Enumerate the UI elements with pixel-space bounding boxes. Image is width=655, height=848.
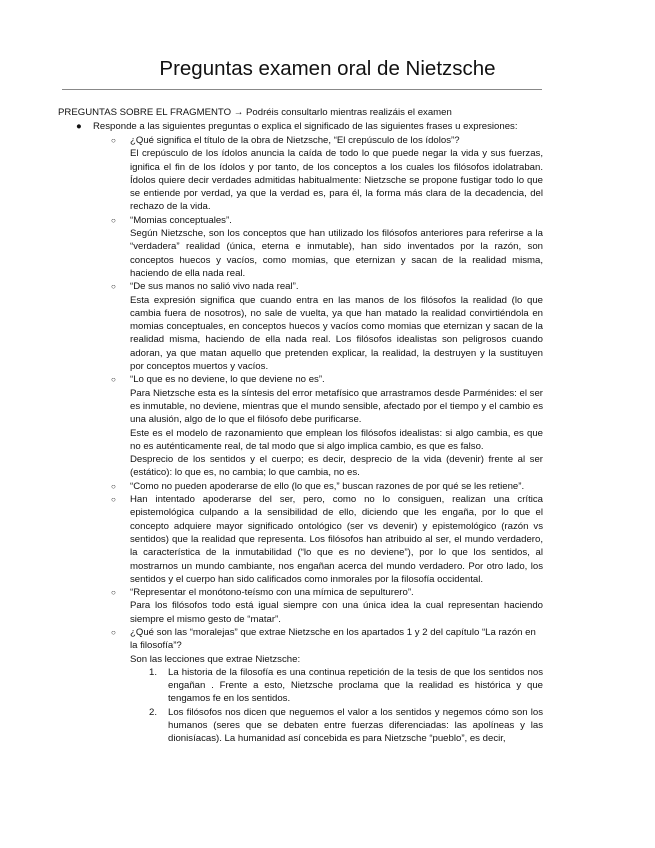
answer-text: Desprecio de los sentidos y el cuerpo; es decir, desprecio de la vida (devenir) frente al ser (estático): lo que es, no cambia; lo que cambia, no es. (130, 454, 543, 479)
answer-text: Son las lecciones que extrae Nietzsche: (130, 653, 301, 665)
question-text: ¿Qué significa el título de la obra de Nietzsche, “El crepúsculo de los ídolos”? (130, 135, 460, 146)
numbered-item-text: La historia de la filosofía es una continua repetición de la tesis de que los sentidos nos engañan . Frente a esto, Nietzsche proclama que la realidad es histórica y que tengamos fe en los sentidos. (168, 666, 543, 705)
question-text: “Representar el monótono-teísmo con una mímica de sepulturero”. (130, 587, 414, 599)
list-item (111, 626, 543, 746)
question-list (111, 134, 543, 746)
list-item (111, 373, 543, 479)
circle-bullet-icon: ○ (111, 495, 116, 505)
answer-text: Han intentado apoderarse del ser, pero, como no lo consiguen, realizan una crítica epistemológica culpando a la sensibilidad de ello, diciendo que les engaña, por lo que el concepto adquiere mayor significado ontológico (ser vs devenir) y epistemológico (razón vs sentidos) que la realidad que representa. Los filósofos han atribuido al ser, el mundo verdadero, la característica de la inmutabilidad (“lo que es no deviene”), por lo que los sentidos, al mostrarnos un mundo cambiante, nos engañan acerca del mundo verdadero. Por otro lado, los sentidos y el cuerpo han sido calificados como inmorales por la filosofía occidental. (130, 494, 543, 585)
circle-bullet-icon: ○ (111, 215, 116, 225)
title-divider (62, 89, 542, 90)
question-text: “De sus manos no salió vivo nada real”. (130, 281, 299, 293)
answer-text: Esta expresión significa que cuando entra en las manos de los filósofos la realidad (lo que cambia fuera de nosotros), no sale de vuelta, ya que han matado la realidad convirtiéndola en momias conceptuales, en conceptos huecos y vacíos como momias que eternizan y sacan de la realidad misma, haciendo de ella nada real. Los filósofos idealistas son peligrosos cuando adoran, ya que matan aquello que pretenden explicar, la realidad, la destruyen y la sustituyen por conceptos muertos y vacíos. (130, 294, 543, 373)
answer-text: Según Nietzsche, son los conceptos que han utilizado los filósofos anteriores para referirse a la “verdadera” realidad (única, eterna e inmutable), han sido inventados por la razón, son conceptos huecos y vacíos, como momias, que eternizan y sacan de la realidad misma, haciendo de ella nada real. (130, 228, 543, 279)
circle-bullet-icon: ○ (111, 375, 116, 385)
list-item (111, 214, 543, 280)
list-item (111, 280, 543, 373)
circle-bullet-icon: ○ (111, 588, 116, 598)
section-heading: PREGUNTAS SOBRE EL FRAGMENTO → Podréis consultarlo mientras realizáis el examen (58, 107, 452, 118)
list-item (111, 493, 543, 586)
list-item (111, 134, 543, 214)
item-number: 2. (149, 706, 158, 718)
answer-text: El crepúsculo de los ídolos anuncia la caída de todo lo que puede negar la vida y sus fuerzas, ignifica el fin de los ídolos y por tanto, de los conceptos a los cuales los filósofos idolatraban. Ídolos quiere decir verdades admitidas habitualmente: Nietzsche se propone fustigar todo lo que se entiende por verdad, ya que la verdad es, para él, la forma más clara de la decadencia, del rechazo de la vida. (130, 148, 543, 213)
numbered-item-text: Los filósofos nos dicen que neguemos el valor a los sentidos y negemos cómo son los humanos (seres que se debaten entre fuerzas diferenciadas: las apolíneas y las dionisíacas). La humanidad así concebida es para Nietzsche “pueblo”, es decir, (168, 706, 543, 745)
list-item (111, 480, 543, 493)
circle-bullet-icon: ○ (111, 627, 116, 637)
question-text: ¿Qué son las “moralejas” que extrae Nietzsche en los apartados 1 y 2 del capítulo “La razón en la filosofía”? (130, 626, 536, 652)
circle-bullet-icon: ○ (111, 481, 116, 491)
answer-text: Este es el modelo de razonamiento que emplean los filósofos idealistas: si algo cambia, es que no es auténticamente real, de tal modo que si algo implica cambio, es que es falso. (130, 427, 543, 452)
instruction-text: Responde a las siguientes preguntas o explica el significado de las siguientes frases u expresiones: (93, 121, 518, 132)
answer-text: Para Nietzsche esta es la síntesis del error metafísico que arrastramos desde Parménides: el ser es inmutable, no deviene, mientras que el mundo sensible, afectado por el tiempo y el cambio es una alusión, algo de lo que el filósofo debe purificarse. (130, 387, 543, 426)
question-text: “Como no pueden apoderarse de ello (lo que es,” buscan razones de por qué se les retiene”. (130, 480, 525, 492)
circle-bullet-icon: ○ (111, 136, 116, 145)
question-text: “Momias conceptuales”. (130, 214, 232, 226)
bullet-dot-icon: ● (76, 121, 82, 132)
question-text: “Lo que es no deviene, lo que deviene no es”. (130, 374, 325, 386)
page-title: Preguntas examen oral de Nietzsche (159, 57, 496, 80)
numbered-item (149, 666, 543, 706)
answer-text: Para los filósofos todo está igual siempre con una única idea la cual representan haciendo siempre el mismo gesto de “matar”. (130, 600, 543, 625)
item-number: 1. (149, 666, 158, 678)
list-item (111, 586, 543, 626)
circle-bullet-icon: ○ (111, 282, 116, 292)
numbered-item (149, 706, 543, 746)
